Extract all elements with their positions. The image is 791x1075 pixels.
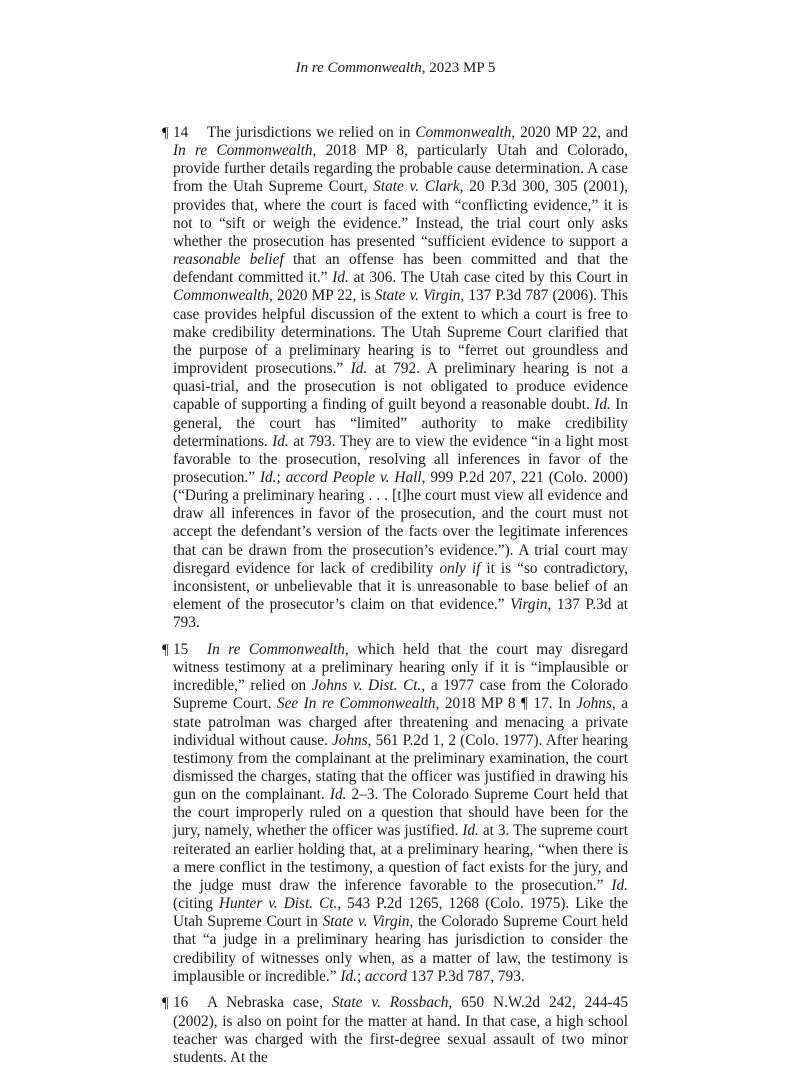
text-run: at 793. They are to view the evidence “in a light most favorable to the prosecution, resolving all inferences in favor of the prosecution.” [173,432,628,486]
text-run: , 137 P.3d at 793. [173,596,628,632]
italic-run: State v. Rossbach [331,994,449,1012]
text-run: , 2018 MP 8 ¶ 17. In [435,695,577,713]
text-run: , which held that the court may disregard witness testimony at a preliminary hearing only if it is “implausible or incredible,” relied on [173,640,628,695]
text-run: The jurisdictions we relied on in [207,124,416,141]
text-run: , 650 N.W.2d 242, 244-45 (2002), is also on point for the matter at hand. In that case, a high school teacher was charged with the first-degree sexual assault of two minor students. At the [173,994,628,1066]
italic-run: State v. Virgin [322,913,410,931]
paragraph-text [173,124,628,631]
header-case-name: In re Commonwealth [295,60,422,76]
pilcrow-icon: ¶ [162,641,169,658]
italic-run: Id. [462,822,479,840]
italic-run: Virgin [510,596,548,614]
text-run: at 792. A preliminary hearing is not a quasi-trial, and the prosecution is not obligated to produce evidence capable of supporting a finding of guilt beyond a reasonable doubt. [173,360,629,414]
paragraph-14 [162,124,629,632]
text-run: , 999 P.2d 207, 221 (Colo. 2000) (“During a preliminary hearing . . . [t]he court must view all evidence and draw all inferences in favor of the prosecution, and the court must not accept the defendant’s version of the facts over the legitimate inferences that can be drawn from the prosecution’s evidence.”). A trial court may disregard evidence for lack of credibility [173,468,629,577]
paragraph-text [173,641,628,985]
paragraph-text [173,994,628,1065]
italic-run: Commonwealth [415,124,512,141]
text-run: at 3. The supreme court reiterated an earlier holding that, at a preliminary hearing, “when there is a mere conflict in the testimony, a question of fact exists for the jury, and the judge must draw the inference favorable to the prosecution.” [173,822,629,894]
italic-run: Id. [350,360,368,378]
text-run: (citing [173,895,219,913]
text-run: 137 P.3d 787, 793. [406,967,525,985]
paragraph-16 [162,994,628,1067]
text-run: , a state patrolman was charged after threatening and menacing a private individual without cause. [173,695,628,749]
italic-run: Johns v. Dist. Ct. [311,677,422,695]
text-run: , 137 P.3d 787 (2006). This case provides helpful discussion of the extent to which a court is free to make credibility determinations. The Utah Supreme Court clarified that the purpose of a preliminary hearing is to “ferret out groundless and improvident prosecutions.” [173,287,629,378]
italic-run: Id. [332,269,349,287]
text-run: , 2020 MP 22, and [511,124,628,141]
header-citation: , 2023 MP 5 [421,60,496,76]
italic-run: Id. [340,967,357,985]
italic-run: Johns [576,695,612,713]
italic-run: only if [439,559,481,577]
text-run: ; [356,967,366,985]
paragraph-15 [162,640,629,986]
text-run: , 2018 MP 8, particularly Utah and Colorado, provide further details regarding the probable cause determination. A case from the Utah Supreme Court, [173,142,628,196]
italic-run: State v. Clark [373,178,460,196]
italic-run: State v. Virgin [374,287,461,305]
opinion-body [162,124,629,1075]
text-run: ; [276,468,286,486]
pilcrow-icon: ¶ [162,995,169,1012]
italic-run: Hunter v. Dist. Ct. [218,895,338,913]
text-run: A Nebraska case, [207,994,332,1012]
text-run: In general, the court has “limited” authority to make credibility determinations. [173,396,628,450]
paragraph-number: 15 [173,640,189,658]
italic-run: In re Commonwealth [207,640,345,658]
text-run: , a 1977 case from the Colorado Supreme Court. [173,677,628,713]
text-run: that an offense has been committed and that the defendant committed it.” [173,251,628,287]
text-run: , the Colorado Supreme Court held that “a judge in a preliminary hearing has jurisdiction to consider the credibility of witnesses only when, as a matter of law, the testimony is implausible or incredible.” [173,913,629,985]
italic-run: Id. [594,396,611,414]
paragraph-number: 16 [173,994,189,1012]
italic-run: Id. [259,468,277,486]
italic-run: Commonwealth [173,287,270,305]
paragraph-number: 14 [173,124,189,141]
text-run: , 20 P.3d 300, 305 (2001), provides that, where the court is faced with “conflicting evidence,” it is not to “sift or weigh the evidence.” Instead, the trial court only asks whether the prosecution has presented “sufficient evidence to support a [173,178,629,250]
italic-run: See In re Commonwealth [276,695,436,713]
italic-run: In re Commonwealth [173,142,313,160]
text-run: 2–3. The Colorado Supreme Court held that the court improperly ruled on a question that should have been for the jury, namely, whether the officer was justified. [173,786,628,840]
text-run: , 561 P.2d 1, 2 (Colo. 1977). After hearing testimony from the complainant at the preliminary examination, the court dismissed the charges, stating that the officer was justified in drawing his gun on the complainant. [173,731,628,804]
italic-run: Id. [611,876,628,894]
pilcrow-icon: ¶ [162,125,169,141]
italic-run: Id. [329,786,347,804]
italic-run: Johns [331,731,368,749]
italic-run: reasonable belief [173,251,284,269]
italic-run: accord People v. Hall [285,468,422,486]
italic-run: Id. [272,432,289,450]
running-header [0,59,791,77]
text-run: , 543 P.2d 1265, 1268 (Colo. 1975). Like the Utah Supreme Court in [173,895,628,931]
text-run: it is “so contradictory, inconsistent, or unbelievable that it is unreasonable to base belief of an element of the prosecutor’s claim on that evidence.” [173,559,628,614]
italic-run: accord [365,967,407,985]
text-run: , 2020 MP 22, is [269,287,375,305]
text-run: at 306. The Utah case cited by this Court in [348,269,628,287]
